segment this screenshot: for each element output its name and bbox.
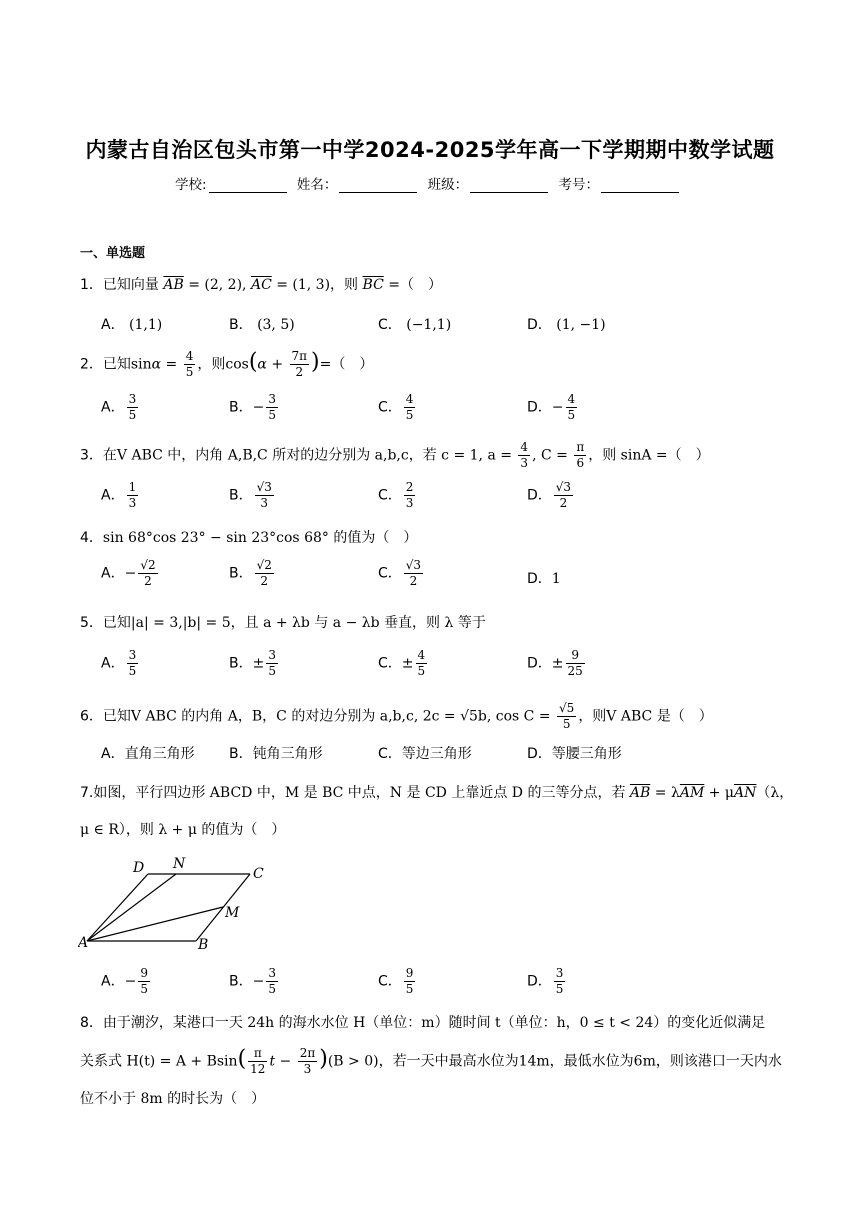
question-4: 4．sin 68°cos 23° − sin 23°cos 68° 的值为（ ） [80,530,418,546]
school-blank[interactable] [209,180,287,193]
fraction: $\frac{7\pi}{2}$ [291,349,308,379]
class-blank[interactable] [470,180,548,193]
option-b[interactable]: B．钝角三角形 [229,746,323,762]
option-c[interactable]: C． $\frac{√3}{2}$ [378,558,422,588]
question-7-line2: μ ∈ R），则 λ + μ 的值为（ ） [80,822,286,838]
option-a[interactable]: A． (1,1) [101,317,163,333]
option-b[interactable]: B．− $\frac{3}{5}$ [229,966,276,996]
vector-ab: $\overline{AB}$ [163,277,184,293]
question-3: 3．在V ABC 中，内角 A,B,C 所对的边分别为 a,b,c，若 c = 1, a = $\frac{4}{3}$ , C = $\frac{\pi}{6}$ ，则 sinA =（ ） [80,440,710,470]
label-c: C [253,866,264,882]
option-d[interactable]: D．1 [527,571,561,587]
segment-an [87,874,176,941]
option-b[interactable]: B． (3, 5) [229,317,295,333]
option-b[interactable]: B． $\frac{√3}{3}$ [229,480,272,510]
option-a[interactable]: A． $\frac{1}{3}$ [101,480,137,510]
label-n: N [173,856,186,872]
label-b: B [198,937,209,952]
label-a: A [78,935,89,951]
option-a[interactable]: A．− $\frac{√2}{2}$ [101,558,156,588]
segment-am [87,907,223,941]
exam-no-blank[interactable] [601,180,679,193]
page-title: 内蒙古自治区包头市第一中学2024-2025学年高一下学期期中数学试题 [85,138,775,162]
option-c[interactable]: C． (−1,1) [378,317,452,333]
option-c[interactable]: C．等边三角形 [378,746,472,762]
option-c[interactable]: C．± $\frac{4}{5}$ [378,648,426,678]
option-d[interactable]: D． $\frac{3}{5}$ [527,966,564,996]
exam-no-label: 考号： [558,177,599,193]
question-8-line2: 关系式 H(t) = A + Bsin( $\frac{\pi}{12}$ t − $\frac{2\pi}{3}$ )(B > 0)，若一天中最高水位为14m，最低水位为6m，则该港口一天内水 [80,1046,782,1076]
option-b[interactable]: B．± $\frac{3}{5}$ [229,648,276,678]
option-a[interactable]: A． $\frac{3}{5}$ [101,392,137,422]
label-d: D [133,860,145,876]
option-d[interactable]: D．等腰三角形 [527,746,622,762]
label-m: M [225,905,240,921]
option-a[interactable]: A．− $\frac{9}{5}$ [101,966,148,996]
option-d[interactable]: D．± $\frac{9}{25}$ [527,648,583,678]
option-a[interactable]: A． $\frac{3}{5}$ [101,648,137,678]
question-2: 2．已知sinα = $\frac{4}{5}$ ，则cos(α + $\frac{7\pi}{2}$ )=（ ） [80,349,374,379]
option-a[interactable]: A．直角三角形 [101,746,195,762]
option-c[interactable]: C． $\frac{4}{5}$ [378,392,414,422]
parallelogram-figure [78,852,278,952]
option-c[interactable]: C． $\frac{9}{5}$ [378,966,414,996]
option-d[interactable]: D．− $\frac{4}{5}$ [527,392,576,422]
class-label: 班级： [427,177,469,193]
question-1: 1．已知向量 $\overline{AB} = (2$, 2), $\overline{AC} = (1$, 3)，则 $\overline{BC}$ =（ ） [80,277,442,293]
student-info-line [0,173,860,193]
option-b[interactable]: B．− $\frac{3}{5}$ [229,392,276,422]
name-label: 姓名： [296,177,338,193]
question-6: 6．已知V ABC 的内角 A，B，C 的对边分别为 a,b,c, 2c = √5b, cos C = $\frac{√5}{5}$ ，则V ABC 是（ ） [80,701,713,731]
section-heading: 一、单选题 [80,246,146,261]
fraction: $\frac{4}{5}$ [185,349,194,379]
question-8: 8．由于潮汐，某港口一天 24h 的海水水位 H（单位：m）随时间 t（单位：h，0 ≤ t < 24）的变化近似满足 [80,1015,766,1031]
vector-ac: $\overline{AC}$ [250,277,272,293]
segment-da [87,874,148,941]
question-8-line3: 位不小于 8m 的时长为（ ） [80,1091,266,1107]
option-c[interactable]: C． $\frac{2}{3}$ [378,480,414,510]
school-label: 学校: [175,177,207,193]
vector-bc: $\overline{BC}$ [362,277,384,293]
question-5: 5．已知|a| = 3,|b| = 5，且 a + λb 与 a − λb 垂直，则 λ 等于 [80,615,486,631]
option-d[interactable]: D． $\frac{√3}{2}$ [527,480,572,510]
option-d[interactable]: D． (1, −1) [527,317,606,333]
name-blank[interactable] [339,180,417,193]
question-7: 7.如图，平行四边形 ABCD 中，M 是 BC 中点，N 是 CD 上靠近点 D 的三等分点，若 $\overline{AB} = \lambda\overline{AM} + \mu\overline{AN}(\lambda$， [80,785,794,801]
option-b[interactable]: B． $\frac{√2}{2}$ [229,558,272,588]
